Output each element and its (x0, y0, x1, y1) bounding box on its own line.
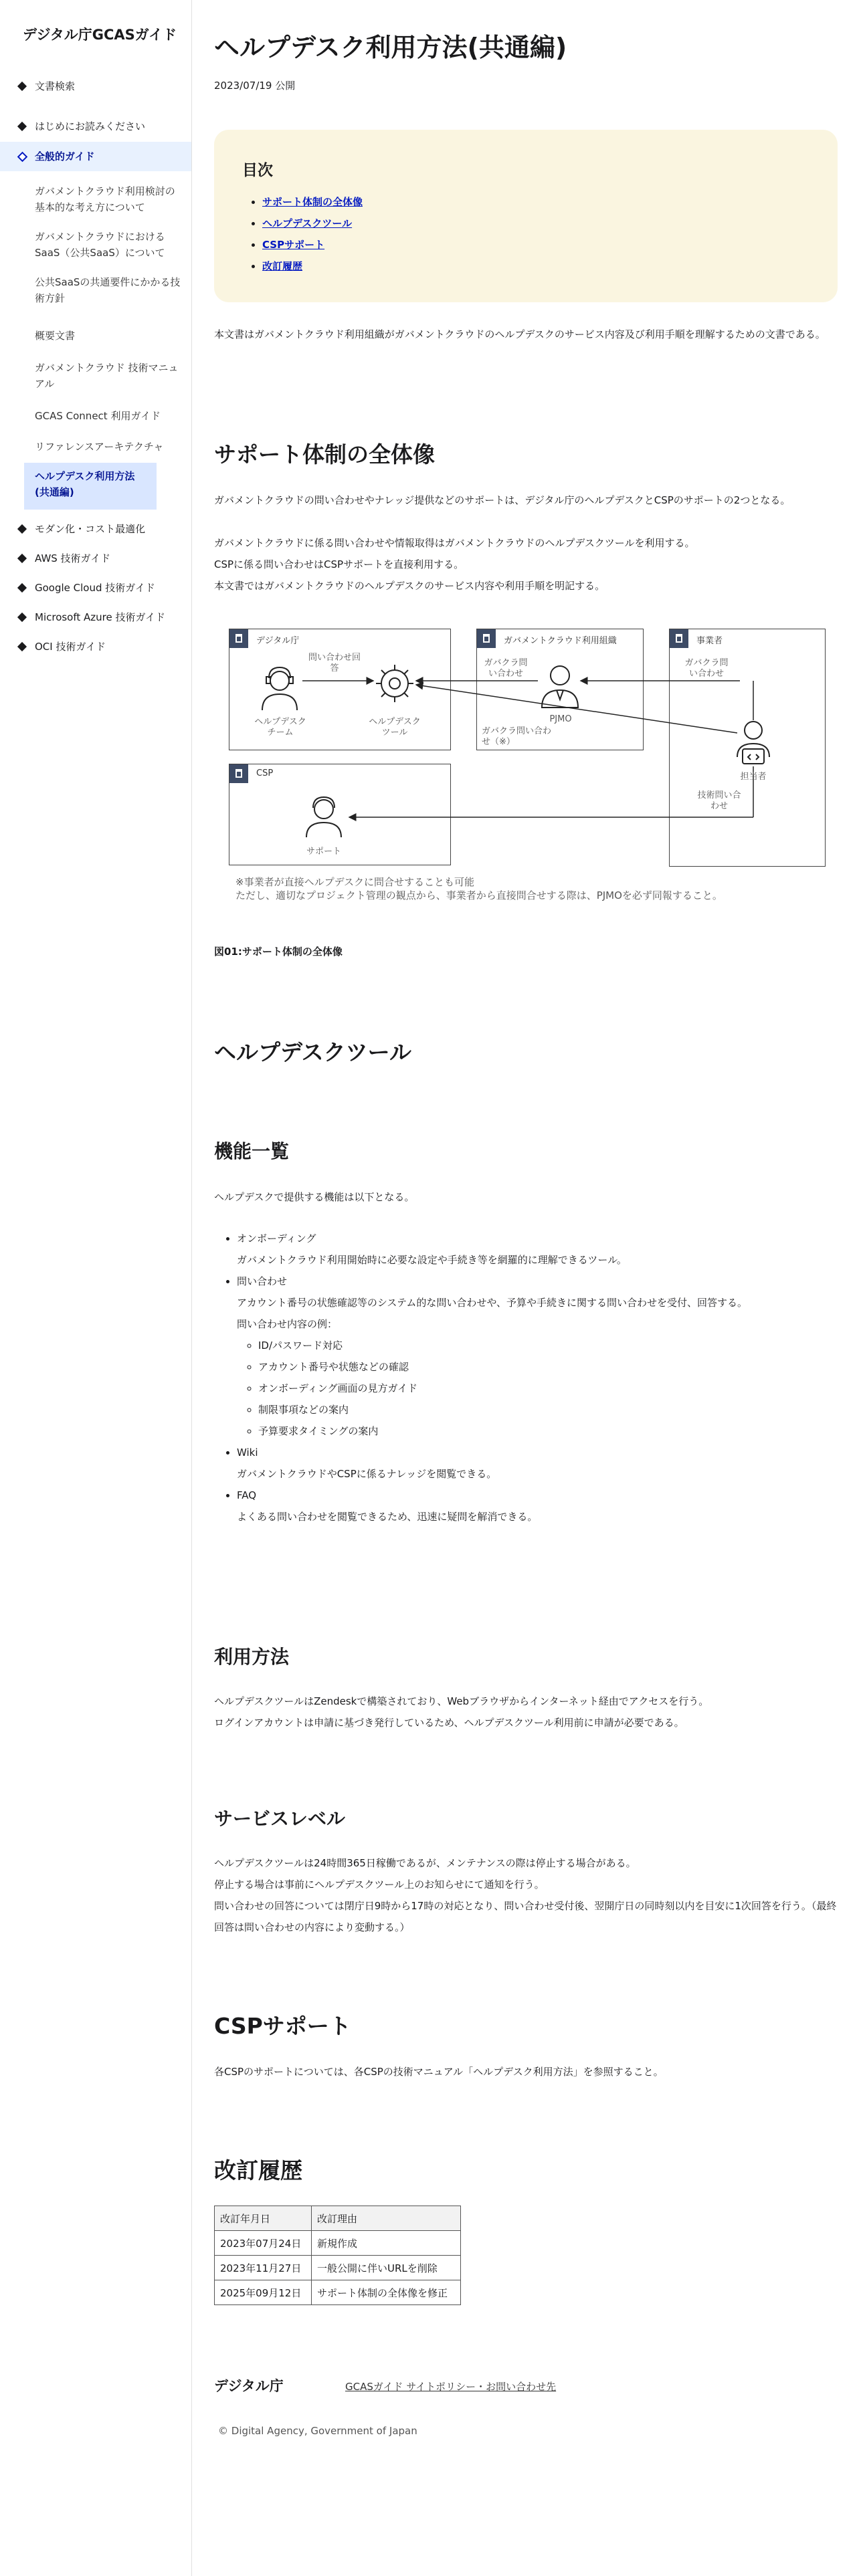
footer-policy-link[interactable]: GCASガイド サイトポリシー・お問い合わせ先 (345, 2381, 557, 2393)
column-header: 改訂年月日 (215, 2206, 312, 2231)
box-csp: CSP (229, 764, 451, 865)
features-list (214, 1228, 838, 1527)
heading-tool: ヘルプデスクツール (214, 1039, 412, 1065)
site-title[interactable]: デジタル庁GCASガイド (23, 27, 177, 43)
table-cell: サポート体制の全体像を修正 (312, 2280, 461, 2305)
features-intro: ヘルプデスクで提供する機能は以下となる。 (214, 1191, 415, 1203)
box-vendor: 事業者 (669, 629, 826, 867)
toc-link-revisions[interactable]: 改訂履歴 (262, 260, 303, 272)
list-item: ◦ 予算要求タイミングの案内 (258, 1420, 838, 1442)
arrow-label-inquiry-reply: 問い合わせ回答 (308, 653, 361, 673)
sidebar-item-search[interactable]: 文書検索 (0, 79, 191, 94)
diagram-note: ただし、適切なプロジェクト管理の観点から、事業者から直接問合せする際は、PJMOを必ず同報すること。 (235, 889, 723, 901)
table-cell: 一般公開に伴いURLを削除 (312, 2256, 461, 2280)
sla-line: ヘルプデスクツールは24時間365日稼働であるが、メンテナンスの際は停止する場合がある。 (214, 1857, 636, 1869)
arrow-label-gov-inquiry: ガバクラ問い合わせ (484, 658, 528, 679)
table-row (215, 2280, 461, 2305)
list-item: • Wiki ガバメントクラウドやCSPに係るナレッジを閲覧できる。 (237, 1442, 838, 1485)
heading-features: 機能一覧 (214, 1140, 290, 1162)
box-digital-agency: デジタル庁 (229, 629, 451, 750)
diamond-icon (17, 554, 27, 563)
list-item: • FAQ よくある問い合わせを閲覧できるため、迅速に疑問を解消できる。 (237, 1485, 838, 1527)
toc-list (262, 191, 363, 277)
column-header: 改訂理由 (312, 2206, 461, 2231)
usage-line: ヘルプデスクツールはZendeskで構築されており、Webブラウザからインターネット経由でアクセスを行う。 (214, 1695, 709, 1707)
sidebar-subitem-tech-manual[interactable]: ガバメントクラウド 技術マニュアル (35, 362, 179, 390)
sidebar-subitem-saas-requirements[interactable]: 公共SaaSの共通要件にかかる技術方針 (35, 276, 181, 304)
heading-revisions: 改訂履歴 (214, 2157, 302, 2183)
toc-link-tool[interactable]: ヘルプデスクツール (262, 217, 353, 229)
sidebar-item-read-first[interactable]: はじめにお読みください (0, 119, 191, 134)
diagram-note: ※事業者が直接ヘルプデスクに問合せすることも可能 (235, 876, 474, 888)
sla-line: 停止する場合は事前にヘルプデスクツール上のお知らせにて通知を行う。 (214, 1879, 545, 1891)
diamond-icon (17, 583, 27, 593)
sidebar-item-general-guide[interactable]: 全般的ガイド (0, 142, 191, 171)
page-title: ヘルプデスク利用方法(共通編) (214, 33, 567, 62)
intro-paragraph: 本文書はガバメントクラウド利用組織がガバメントクラウドのヘルプデスクのサービス内容及び利用手順を理解するための文書である。 (214, 328, 826, 340)
heading-service-level: サービスレベル (214, 1808, 346, 1830)
sidebar-subitem-basic-approach[interactable]: ガバメントクラウド利用検討の基本的な考え方について (35, 185, 175, 213)
heading-csp: CSPサポート (214, 2013, 351, 2039)
sidebar-subitem-overview[interactable]: 概要文書 (35, 330, 76, 342)
sidebar-item-aws[interactable]: AWS 技術ガイド (0, 551, 191, 566)
list-item: ◦ アカウント番号や状態などの確認 (258, 1356, 838, 1378)
list-item: ◦ ID/パスワード対応 (258, 1335, 838, 1356)
sidebar-subitem-gcas-connect[interactable]: GCAS Connect 利用ガイド (35, 410, 161, 422)
csp-text: 各CSPのサポートについては、各CSPの技術マニュアル「ヘルプデスク利用方法」を参照すること。 (214, 2066, 664, 2078)
developer-icon (737, 722, 769, 764)
figure-caption: 図01:サポート体制の全体像 (214, 946, 343, 958)
support-person-icon (306, 797, 341, 837)
sidebar-item-modernization[interactable]: モダン化・コスト最適化 (0, 522, 191, 536)
table-cell: 2023年07月24日 (215, 2231, 312, 2256)
table-row (215, 2256, 461, 2280)
diamond-icon (17, 642, 27, 651)
sidebar-item-google-cloud[interactable]: Google Cloud 技術ガイド (0, 580, 191, 595)
table-cell: 2025年09月12日 (215, 2280, 312, 2305)
diamond-icon (17, 524, 27, 534)
label-pjmo: PJMO (549, 714, 572, 724)
sidebar-item-oci[interactable]: OCI 技術ガイド (0, 639, 191, 654)
support-line: ガバメントクラウドの問い合わせやナレッジ提供などのサポートは、デジタル庁のヘルプデスクとCSPのサポートの2つとなる。 (214, 494, 791, 506)
label-helpdesk-team: ヘルプデスクチーム (254, 717, 306, 738)
table-header-row (215, 2206, 461, 2231)
label-support: サポート (306, 847, 341, 857)
arrow-label-gov-inquiry-note: ガバクラ問い合わせ（※） (482, 726, 552, 747)
table-row (215, 2231, 461, 2256)
label-person: 担当者 (740, 772, 767, 782)
heading-support: サポート体制の全体像 (214, 441, 435, 467)
list-item: ◦ オンボーディング画面の見方ガイド (258, 1378, 838, 1399)
support-line: 本文書ではガバメントクラウドのヘルプデスクのサービス内容や利用手順を明記する。 (214, 580, 605, 592)
support-line: CSPに係る問い合わせはCSPサポートを直接利用する。 (214, 558, 464, 570)
examples-list (237, 1335, 838, 1442)
copyright: © Digital Agency, Government of Japan (218, 2425, 417, 2437)
sidebar-subitem-reference-architecture[interactable]: リファレンスアーキテクチャ (35, 441, 164, 453)
revision-table (214, 2206, 461, 2305)
sidebar-subitem-helpdesk-current[interactable]: ヘルプデスク利用方法(共通編) (24, 463, 157, 510)
pjmo-icon (542, 666, 578, 708)
diamond-icon (17, 613, 27, 622)
table-of-contents (214, 130, 838, 302)
arrow-label-tech-inquiry: 技術問い合わせ (697, 790, 741, 811)
diamond-outline-icon (17, 151, 28, 162)
footer-logo[interactable]: デジタル庁 (214, 2378, 284, 2394)
support-line: ガバメントクラウドに係る問い合わせや情報取得はガバメントクラウドのヘルプデスクツールを利用する。 (214, 537, 695, 549)
helpdesk-team-icon (262, 667, 297, 710)
sla-line: 問い合わせの回答については閉庁日9時から17時の対応となり、問い合わせ受付後、翌開庁日の同時刻以内を目安に1次回答を行う。（最終回答は問い合わせの内容により変動する。） (214, 1900, 837, 1933)
gear-icon (376, 665, 413, 702)
list-item: ◦ 制限事項などの案内 (258, 1399, 838, 1420)
table-cell: 新規作成 (312, 2231, 461, 2256)
diamond-icon (17, 82, 27, 91)
publish-date: 2023/07/19 公開 (214, 80, 296, 92)
box-gov-org: ガバメントクラウド利用組織 (476, 629, 644, 750)
sidebar-item-azure[interactable]: Microsoft Azure 技術ガイド (0, 610, 191, 625)
support-structure-diagram (227, 623, 836, 904)
sidebar-subitem-public-saas[interactable]: ガバメントクラウドにおけるSaaS（公共SaaS）について (35, 231, 165, 259)
list-item: • 問い合わせ アカウント番号の状態確認等のシステム的な問い合わせや、予算や手続きに関する問い合わせを受付、回答する。 問い合わせ内容の例： ◦ ID/パスワード対応 ◦ アカウント番号や状態などの確認 ◦ オンボーディング画面の見方ガイド ◦ 制限事項などの案内 ◦ 予算要求タイミングの案内 (237, 1271, 838, 1442)
sidebar (0, 0, 192, 2576)
label-helpdesk-tool: ヘルプデスクツール (369, 717, 421, 738)
arrow-label-gov-inquiry: ガバクラ問い合わせ (684, 658, 729, 679)
toc-link-csp[interactable]: CSPサポート (262, 239, 325, 251)
diamond-icon (17, 122, 27, 131)
table-cell: 2023年11月27日 (215, 2256, 312, 2280)
heading-usage: 利用方法 (214, 1646, 290, 1668)
list-item: • オンボーディング ガバメントクラウド利用開始時に必要な設定や手続き等を網羅的に理解できるツール。 (237, 1228, 838, 1271)
toc-link-support[interactable]: サポート体制の全体像 (262, 196, 363, 208)
usage-line: ログインアカウントは申請に基づき発行しているため、ヘルプデスクツール利用前に申請が必要である。 (214, 1717, 684, 1729)
toc-title: 目次 (242, 162, 273, 179)
